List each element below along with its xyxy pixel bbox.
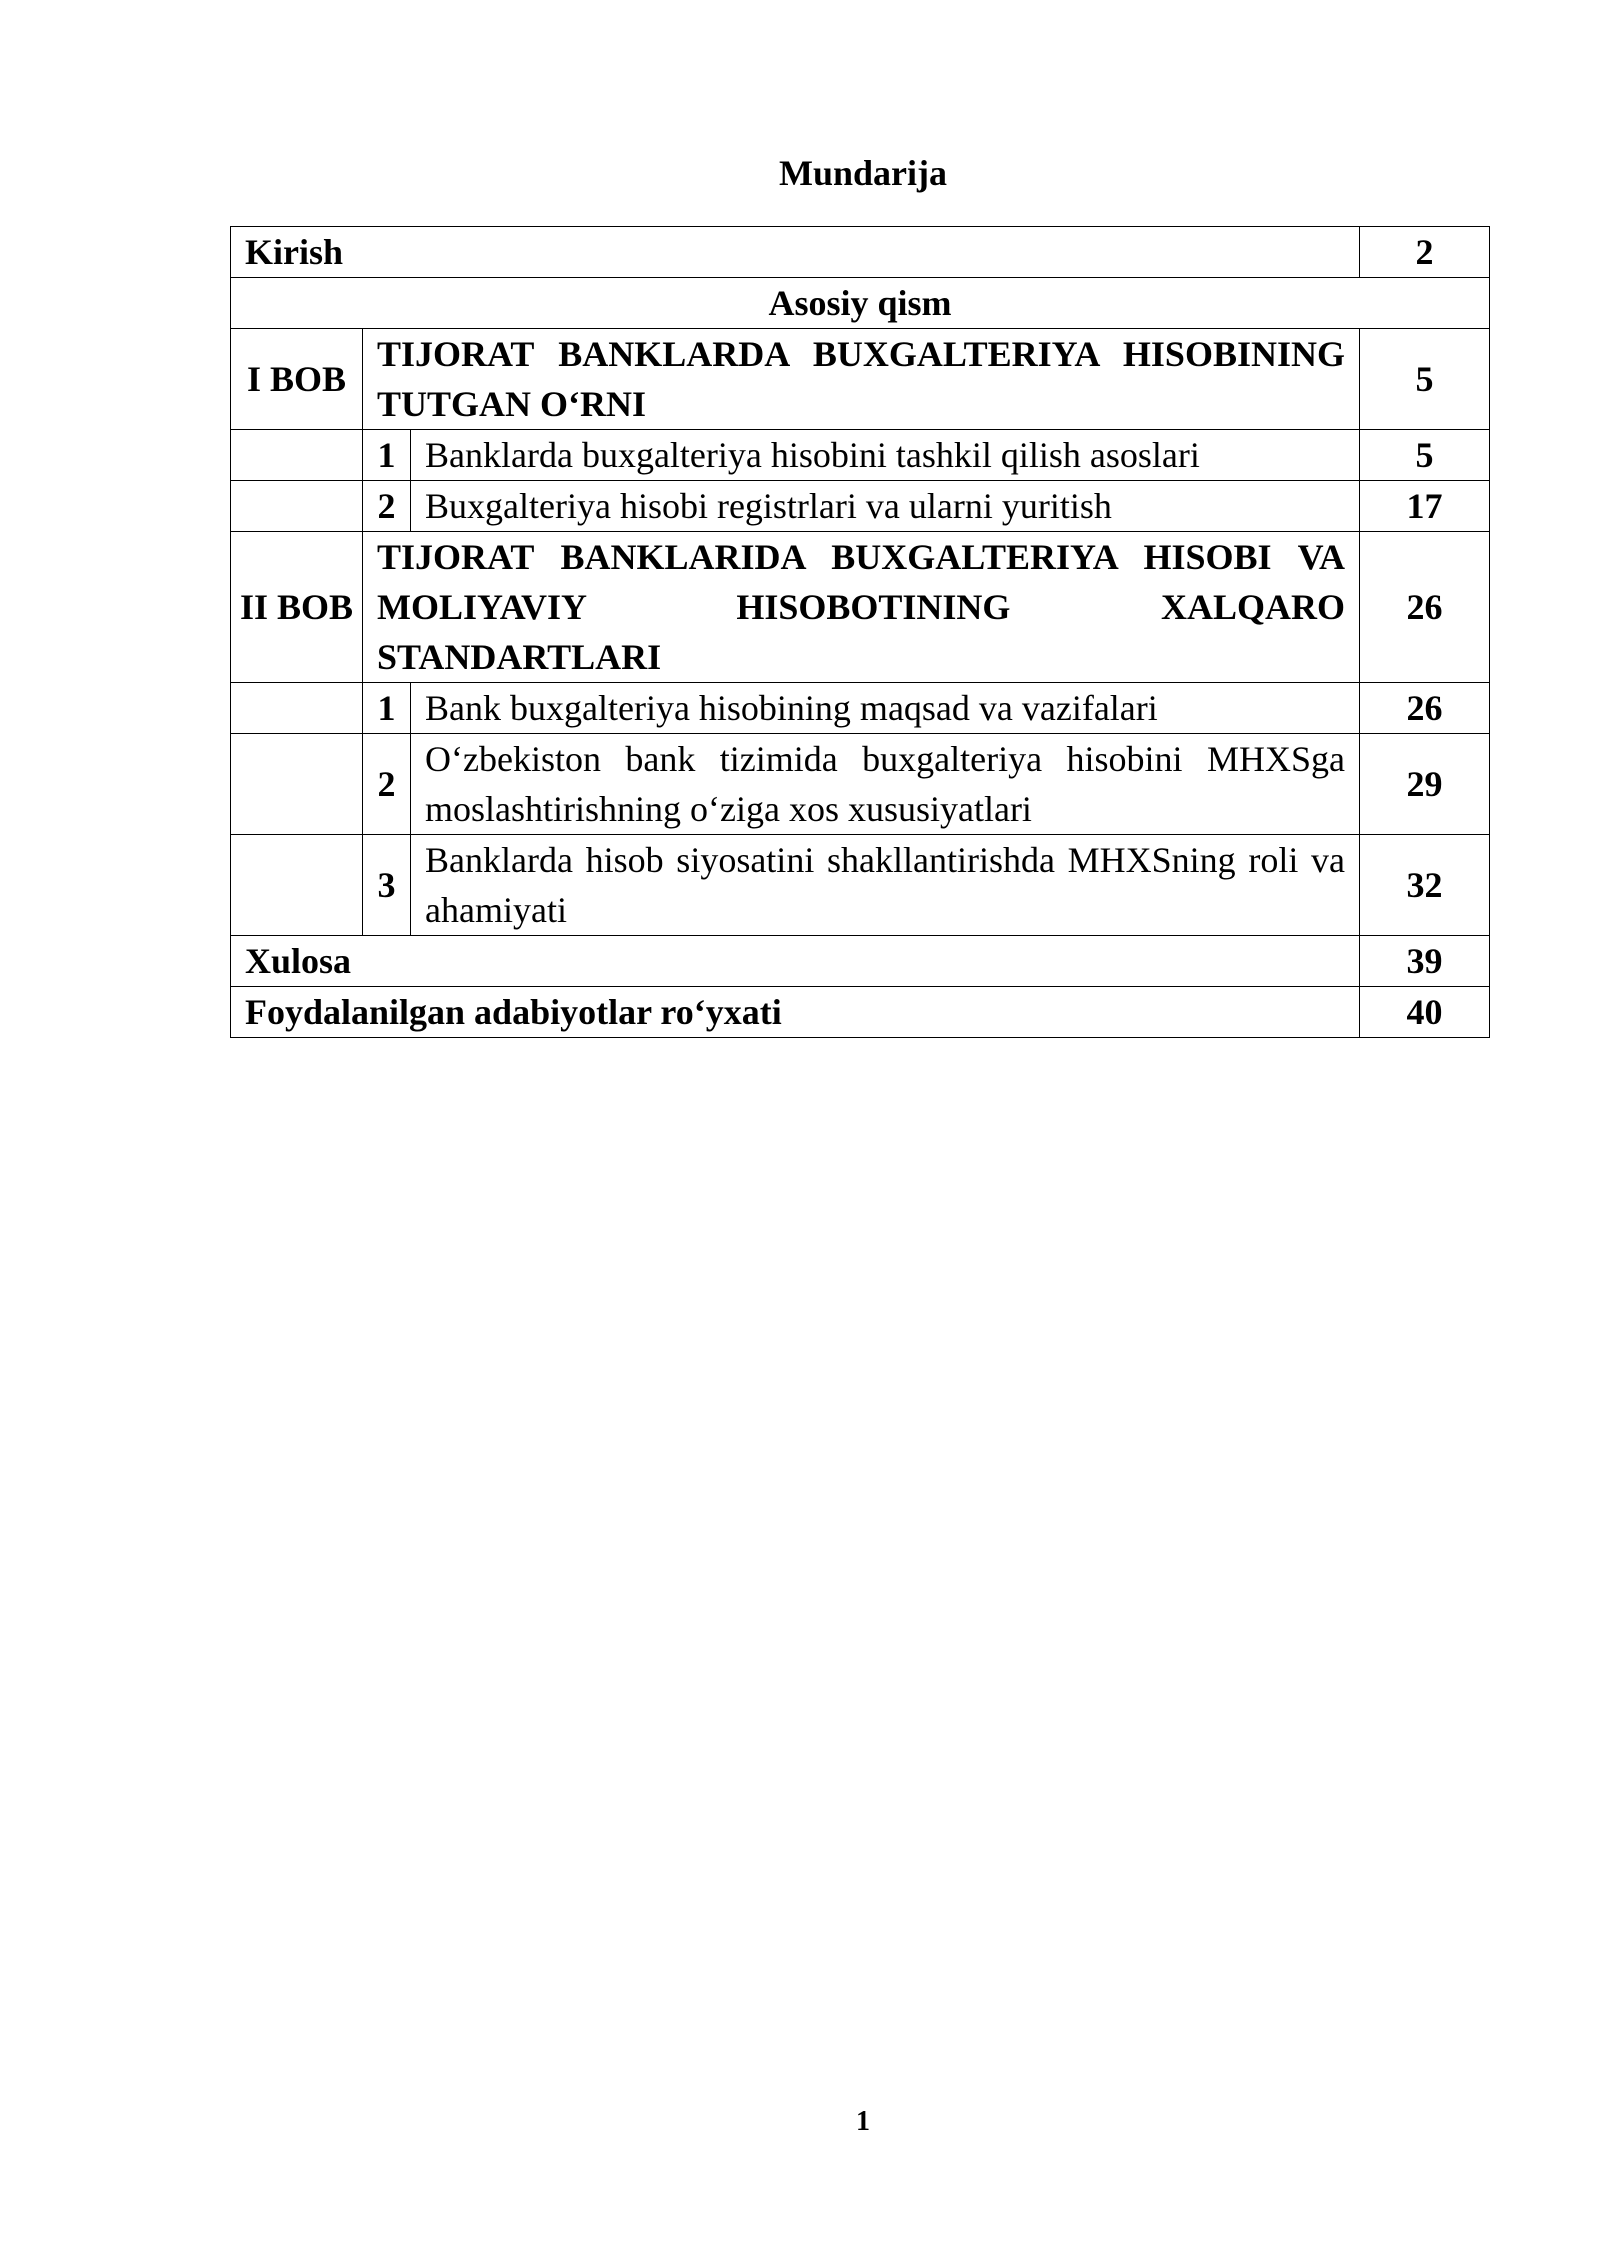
toc-section-title[interactable]: Bank buxgalteriya hisobining maqsad va vazifalari — [411, 683, 1360, 734]
toc-references-label[interactable]: Foydalanilgan adabiyotlar ro‘yxati — [231, 987, 1360, 1038]
toc-row-section-2-3 — [231, 835, 1490, 936]
toc-chapter-1-title[interactable]: TIJORAT BANKLARDA BUXGALTERIYA HISOBINING TUTGAN O‘RNI — [363, 329, 1360, 430]
toc-row-conclusion — [231, 936, 1490, 987]
toc-section-page: 32 — [1360, 835, 1490, 936]
toc-section-page: 29 — [1360, 734, 1490, 835]
toc-chapter-2-title[interactable]: TIJORAT BANKLARIDA BUXGALTERIYA HISOBI VA MOLIYAVIY HISOBOTINING XALQARO STANDARTLARI — [363, 532, 1360, 683]
toc-empty-cell — [231, 683, 363, 734]
toc-empty-cell — [231, 734, 363, 835]
toc-intro-label[interactable]: Kirish — [231, 227, 1360, 278]
toc-empty-cell — [231, 835, 363, 936]
toc-section-title[interactable]: Banklarda hisob siyosatini shakllantirishda MHXSning roli va ahamiyati — [411, 835, 1360, 936]
toc-empty-cell — [231, 430, 363, 481]
page-title: Mundarija — [778, 153, 947, 193]
toc-row-section-2-2 — [231, 734, 1490, 835]
toc-row-main-heading — [231, 278, 1490, 329]
toc-conclusion-page: 39 — [1360, 936, 1490, 987]
toc-chapter-1-page: 5 — [1360, 329, 1490, 430]
page-number: 1 — [856, 2106, 870, 2137]
toc-section-number: 3 — [363, 835, 411, 936]
toc-chapter-2-page: 26 — [1360, 532, 1490, 683]
toc-section-number: 1 — [363, 430, 411, 481]
toc-section-title[interactable]: Banklarda buxgalteriya hisobini tashkil qilish asoslari — [411, 430, 1360, 481]
toc-empty-cell — [231, 481, 363, 532]
toc-chapter-1-label: I BOB — [231, 329, 363, 430]
toc-row-references — [231, 987, 1490, 1038]
toc-references-page: 40 — [1360, 987, 1490, 1038]
toc-section-page: 5 — [1360, 430, 1490, 481]
toc-section-page: 26 — [1360, 683, 1490, 734]
toc-section-number: 2 — [363, 481, 411, 532]
toc-section-number: 2 — [363, 734, 411, 835]
toc-section-title[interactable]: O‘zbekiston bank tizimida buxgalteriya hisobini MHXSga moslashtirishning o‘ziga xos xususiyatlari — [411, 734, 1360, 835]
toc-row-section-1-2 — [231, 481, 1490, 532]
toc-intro-page: 2 — [1360, 227, 1490, 278]
toc-chapter-2-label: II BOB — [231, 532, 363, 683]
toc-row-intro — [231, 227, 1490, 278]
table-of-contents — [230, 226, 1490, 1038]
toc-row-chapter-2 — [231, 532, 1490, 683]
toc-main-heading: Asosiy qism — [231, 278, 1490, 329]
toc-row-chapter-1 — [231, 329, 1490, 430]
toc-row-section-1-1 — [231, 430, 1490, 481]
toc-section-page: 17 — [1360, 481, 1490, 532]
toc-section-number: 1 — [363, 683, 411, 734]
toc-row-section-2-1 — [231, 683, 1490, 734]
toc-conclusion-label[interactable]: Xulosa — [231, 936, 1360, 987]
toc-section-title[interactable]: Buxgalteriya hisobi registrlari va ularni yuritish — [411, 481, 1360, 532]
